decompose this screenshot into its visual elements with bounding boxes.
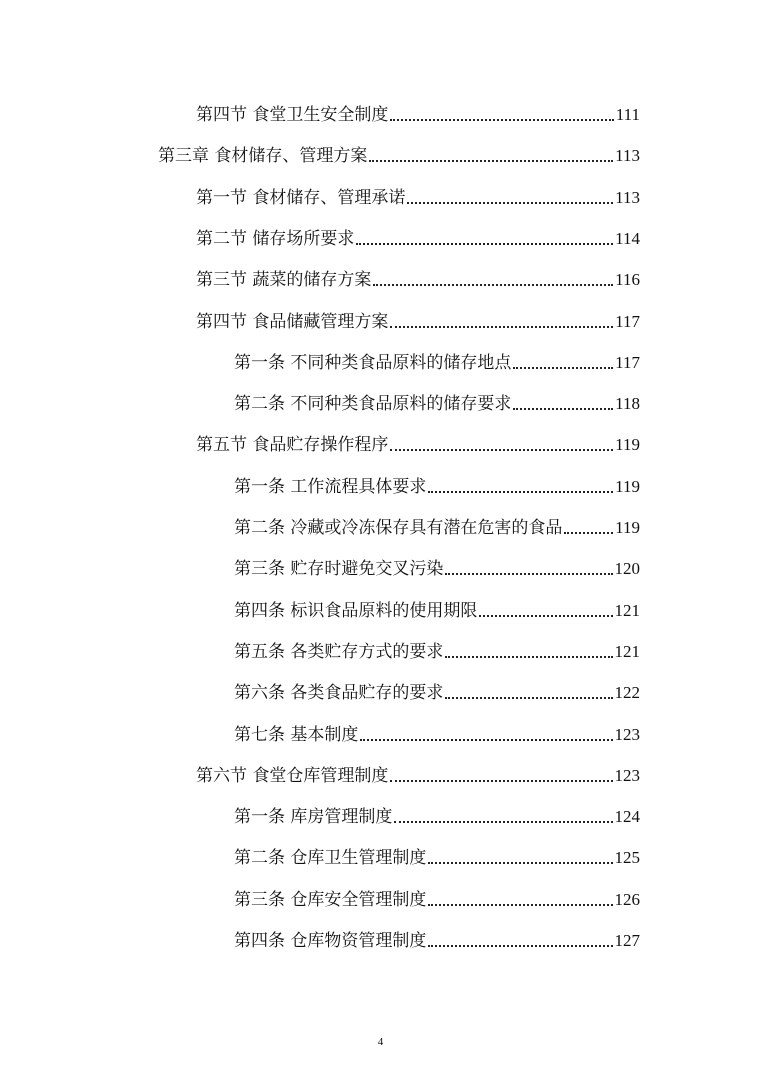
toc-entry[interactable] <box>234 464 640 498</box>
toc-leader-dots <box>428 904 612 906</box>
toc-leader-dots <box>369 160 613 162</box>
toc-leader-dots <box>360 739 612 741</box>
toc-entry-page: 122 <box>614 683 640 703</box>
toc-entry-label: 第一节 食材储存、管理承诺 <box>196 187 406 208</box>
toc-entry-page: 120 <box>614 559 640 579</box>
toc-entry[interactable] <box>234 588 640 622</box>
toc-entry-label: 第六节 食堂仓库管理制度 <box>196 765 389 786</box>
toc-leader-dots <box>394 821 612 823</box>
toc-entry[interactable] <box>196 175 640 209</box>
page-number: 4 <box>377 1036 384 1048</box>
toc-entry[interactable] <box>234 877 640 911</box>
toc-entry-label: 第六条 各类食品贮存的要求 <box>234 683 444 704</box>
toc-entry-label: 第四条 标识食品原料的使用期限 <box>234 600 478 621</box>
toc-entry-page: 113 <box>615 187 640 207</box>
toc-entry-label: 第二节 储存场所要求 <box>196 228 355 249</box>
toc-leader-dots <box>390 119 613 121</box>
toc-entry-page: 116 <box>615 270 640 290</box>
toc-entry-page: 123 <box>614 765 640 785</box>
toc-leader-dots <box>513 367 613 369</box>
toc-leader-dots <box>428 862 612 864</box>
toc-leader-dots <box>390 326 613 328</box>
toc-entry-label: 第三条 贮存时避免交叉污染 <box>234 559 444 580</box>
toc-entry-label: 第三章 食材储存、管理方案 <box>158 146 368 167</box>
toc-entry-label: 第五节 食品贮存操作程序 <box>196 435 389 456</box>
toc-entry-page: 119 <box>615 518 640 537</box>
toc-entry[interactable] <box>196 257 640 291</box>
toc-entry[interactable] <box>234 505 640 539</box>
toc-entry-label: 第一条 不同种类食品原料的储存地点 <box>234 352 512 373</box>
toc-entry-page: 125 <box>614 848 640 868</box>
toc-entry-page: 121 <box>614 600 640 620</box>
toc-entry-page: 123 <box>614 724 640 744</box>
toc-leader-dots <box>428 491 613 493</box>
toc-entry-page: 117 <box>615 311 640 331</box>
toc-entry-label: 第一条 库房管理制度 <box>234 807 393 828</box>
toc-entry-label: 第二条 不同种类食品原料的储存要求 <box>234 394 512 415</box>
toc-entry[interactable] <box>158 133 640 167</box>
toc-entry-label: 第七条 基本制度 <box>234 724 359 745</box>
toc-leader-dots <box>373 284 613 286</box>
toc-leader-dots <box>445 573 612 575</box>
toc-entry[interactable] <box>196 216 640 250</box>
toc-entry-label: 第三条 仓库安全管理制度 <box>234 889 427 910</box>
toc-entry[interactable] <box>234 918 640 952</box>
toc-entry[interactable] <box>234 340 640 374</box>
toc-entry-label: 第五条 各类贮存方式的要求 <box>234 641 444 662</box>
toc-leader-dots <box>356 243 613 245</box>
toc-entry-page: 118 <box>615 394 640 414</box>
toc-leader-dots <box>479 615 612 617</box>
toc-entry-page: 121 <box>614 641 640 661</box>
toc-entry-page: 119 <box>615 435 640 455</box>
toc-leader-dots <box>445 697 612 699</box>
toc-entry[interactable] <box>234 794 640 828</box>
toc-entry[interactable] <box>196 422 640 456</box>
toc-entry-label: 第二条 仓库卫生管理制度 <box>234 848 427 869</box>
toc-leader-dots <box>428 945 612 947</box>
toc-entry[interactable] <box>234 835 640 869</box>
toc-entry-page: 111 <box>615 105 640 124</box>
toc-leader-dots <box>407 202 613 204</box>
toc-entry-page: 124 <box>614 807 640 827</box>
toc-entry[interactable] <box>196 92 640 126</box>
toc-entry[interactable] <box>234 546 640 580</box>
toc-entry-label: 第四节 食堂卫生安全制度 <box>196 105 389 125</box>
toc-leader-dots <box>445 656 612 658</box>
toc-entry-page: 119 <box>615 476 640 496</box>
toc-leader-dots <box>390 449 613 451</box>
toc-entry-label: 第二条 冷藏或冷冻保存具有潜在危害的食品 <box>234 518 563 538</box>
toc-entry-page: 126 <box>614 889 640 909</box>
toc-entry[interactable] <box>196 753 640 787</box>
toc-entry[interactable] <box>234 629 640 663</box>
toc-entry-page: 127 <box>614 931 640 950</box>
toc-leader-dots <box>390 780 612 782</box>
toc-entry-label: 第四节 食品储藏管理方案 <box>196 311 389 332</box>
toc-entry[interactable] <box>234 670 640 704</box>
toc-entry-page: 114 <box>615 228 640 248</box>
toc-entry-page: 117 <box>615 352 640 372</box>
toc-entry-label: 第一条 工作流程具体要求 <box>234 476 427 497</box>
toc-leader-dots <box>513 408 613 410</box>
toc-entry-page: 113 <box>615 146 640 166</box>
toc-entry-label: 第三节 蔬菜的储存方案 <box>196 270 372 291</box>
toc-entry[interactable] <box>196 299 640 333</box>
toc-entry[interactable] <box>234 381 640 415</box>
toc-leader-dots <box>564 532 613 534</box>
toc-entry-label: 第四条 仓库物资管理制度 <box>234 931 427 951</box>
toc-entry[interactable] <box>234 712 640 746</box>
